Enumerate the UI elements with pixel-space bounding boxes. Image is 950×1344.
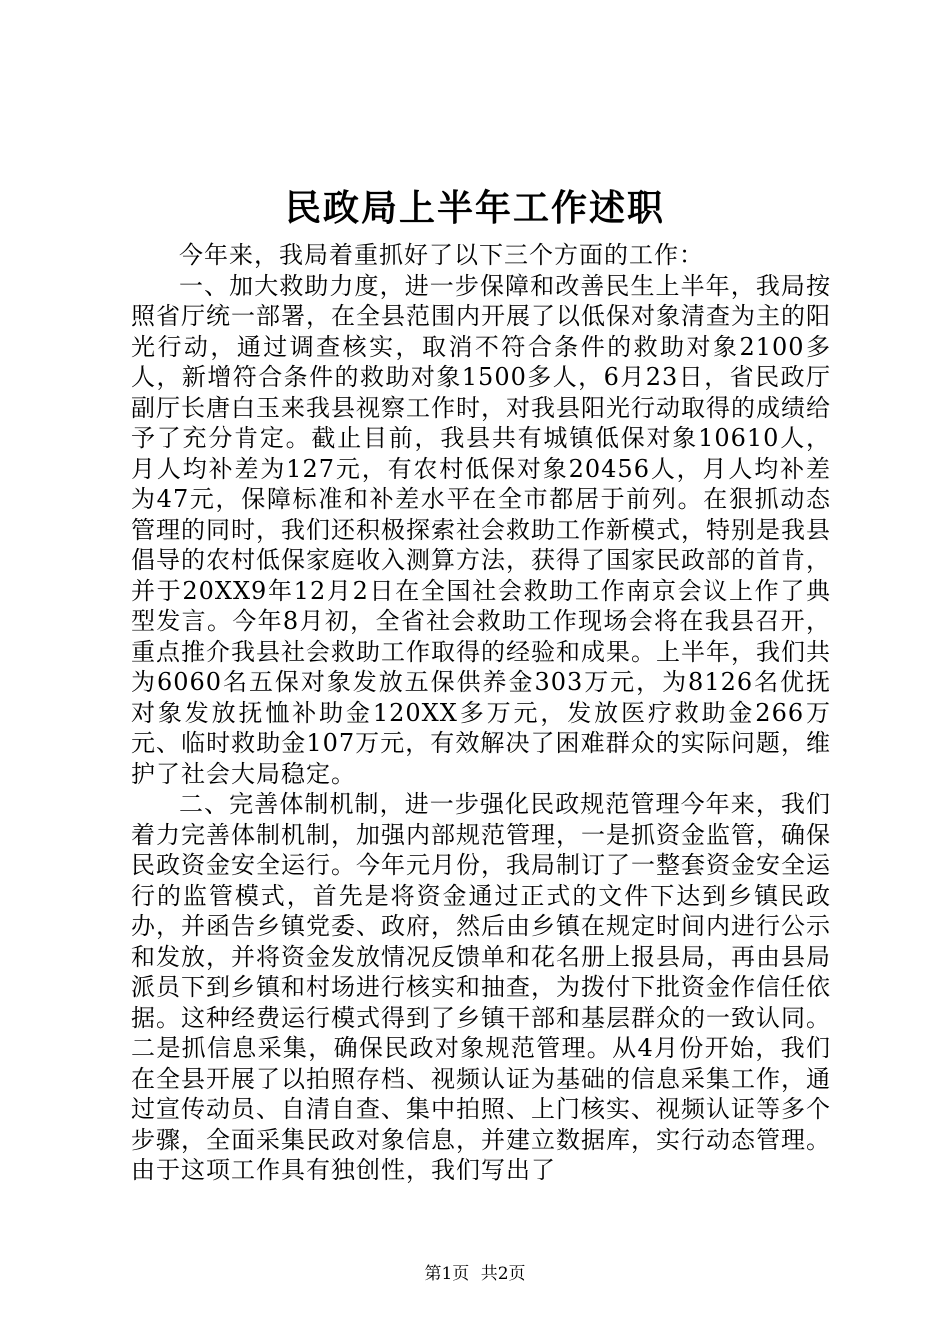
page-footer	[0, 1262, 950, 1286]
paragraph-intro: 今年来，我局着重抓好了以下三个方面的工作：	[179, 241, 704, 269]
paragraph-section-2: 二、完善体制机制，进一步强化民政规范管理今年来，我们着力完善体制机制，加强内部规范管理，一是抓资金监管，确保民政资金安全运行。今年元月份，我局制订了一整套资金安全运行的监管模式，首先是将资金通过正式的文件下达到乡镇民政办，并函告乡镇党委、政府，然后由乡镇在规定时间内进行公示和发放，并将资金发放情况反馈单和花名册上报县局，再由县局派员下到乡镇和村场进行核实和抽查，为拨付下批资金作信任依据。这种经费运行模式得到了乡镇干部和基层群众的一致认同。二是抓信息采集，确保民政对象规范管理。从4月份开始，我们在全县开展了以拍照存档、视频认证为基础的信息采集工作，通过宣传动员、自清自查、集中拍照、上门核实、视频认证等多个步骤，全面采集民政对象信息，并建立数据库，实行动态管理。由于这项工作具有独创性，我们写出了	[131, 790, 831, 1184]
page-number: 第1页	[424, 1264, 470, 1284]
document-body	[131, 240, 831, 1186]
paragraph-section-1: 一、加大救助力度，进一步保障和改善民生上半年，我局按照省厅统一部署，在全县范围内开展了以低保对象清查为主的阳光行动，通过调查核实，取消不符合条件的救助对象2100多人，新增符合条件的救助对象1500多人，6月23日，省民政厅副厅长唐白玉来我县视察工作时，对我县阳光行动取得的成绩给予了充分肯定。截止目前，我县共有城镇低保对象10610人，月人均补差为127元，有农村低保对象20456人，月人均补差为47元，保障标准和补差水平在全市都居于前列。在狠抓动态管理的同时，我们还积极探索社会救助工作新模式，特别是我县倡导的农村低保家庭收入测算方法，获得了国家民政部的首肯，并于20XX9年12月2日在全国社会救助工作南京会议上作了典型发言。今年8月初，全省社会救助工作现场会将在我县召开，重点推介我县社会救助工作取得的经验和成果。上半年，我们共为6060名五保对象发放五保供养金303万元，为8126名优抚对象发放抚恤补助金120XX多万元，发放医疗救助金266万元、临时救助金107万元，有效解决了困难群众的实际问题，维护了社会大局稳定。	[131, 271, 831, 788]
page-total: 共2页	[480, 1264, 526, 1284]
document-title: 民政局上半年工作述职	[284, 187, 665, 229]
